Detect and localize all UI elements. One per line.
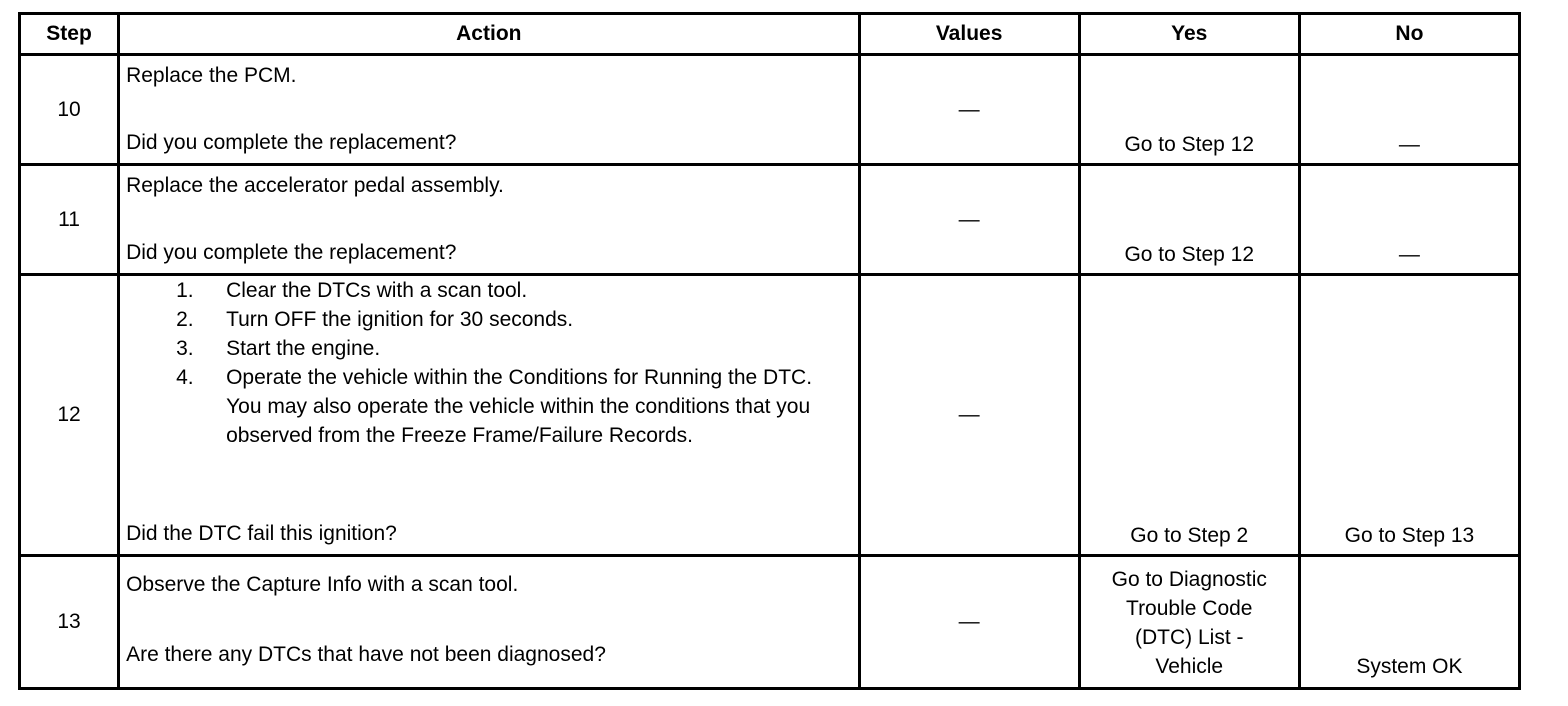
step-number: 12 xyxy=(20,275,119,556)
list-item-number: 1. xyxy=(176,279,194,302)
table-row xyxy=(20,556,1520,689)
list-item-text: Clear the DTCs with a scan tool. xyxy=(226,279,528,302)
table-row xyxy=(20,275,1520,556)
no-result: — xyxy=(1299,55,1519,165)
list-item-text: Start the engine. xyxy=(226,337,381,360)
diagnostic-table xyxy=(18,12,1521,690)
action-cell xyxy=(119,55,859,165)
list-item-text: Turn OFF the ignition for 30 seconds. xyxy=(226,308,574,331)
yes-result-line: Trouble Code xyxy=(1126,597,1253,620)
yes-result: Go to Step 12 xyxy=(1079,165,1299,275)
action-instruction: Replace the PCM. xyxy=(126,64,297,87)
step-number: 13 xyxy=(20,556,119,689)
list-item xyxy=(126,276,851,305)
action-instruction: Observe the Capture Info with a scan tool. xyxy=(126,573,519,596)
action-cell xyxy=(119,275,859,556)
action-instruction: Replace the accelerator pedal assembly. xyxy=(126,174,504,197)
step-number: 10 xyxy=(20,55,119,165)
values-cell: — xyxy=(859,55,1079,165)
action-question: Are there any DTCs that have not been diagnosed? xyxy=(126,643,606,666)
yes-result: Go to Step 2 xyxy=(1079,275,1299,556)
yes-result xyxy=(1079,556,1299,689)
list-item-number: 3. xyxy=(176,337,194,360)
table-row xyxy=(20,55,1520,165)
action-cell xyxy=(119,165,859,275)
action-question: Did you complete the replacement? xyxy=(126,131,457,154)
table-row xyxy=(20,165,1520,275)
header-action: Action xyxy=(119,14,859,55)
no-result: Go to Step 13 xyxy=(1299,275,1519,556)
header-yes: Yes xyxy=(1079,14,1299,55)
no-result: System OK xyxy=(1299,556,1519,689)
header-row xyxy=(20,14,1520,55)
list-item-number: 4. xyxy=(176,366,194,389)
yes-result-line: Vehicle xyxy=(1155,655,1224,678)
yes-result-line: (DTC) List - xyxy=(1135,626,1244,649)
header-values: Values xyxy=(859,14,1079,55)
action-question: Did the DTC fail this ignition? xyxy=(126,522,397,545)
header-no: No xyxy=(1299,14,1519,55)
no-result: — xyxy=(1299,165,1519,275)
action-cell xyxy=(119,556,859,689)
list-item xyxy=(126,305,851,334)
yes-result: Go to Step 12 xyxy=(1079,55,1299,165)
values-cell: — xyxy=(859,275,1079,556)
yes-result-line: Go to Diagnostic xyxy=(1111,568,1267,591)
values-cell: — xyxy=(859,165,1079,275)
header-step: Step xyxy=(20,14,119,55)
list-item xyxy=(126,334,851,363)
action-steps-list xyxy=(126,276,851,450)
action-question: Did you complete the replacement? xyxy=(126,241,457,264)
values-cell: — xyxy=(859,556,1079,689)
list-item-number: 2. xyxy=(176,308,194,331)
list-item xyxy=(126,363,851,450)
step-number: 11 xyxy=(20,165,119,275)
list-item-text: Operate the vehicle within the Conditions for Running the DTC. You may also operate the vehicle within the conditions that you observed from the Freeze Frame/Failure Records. xyxy=(226,366,813,447)
